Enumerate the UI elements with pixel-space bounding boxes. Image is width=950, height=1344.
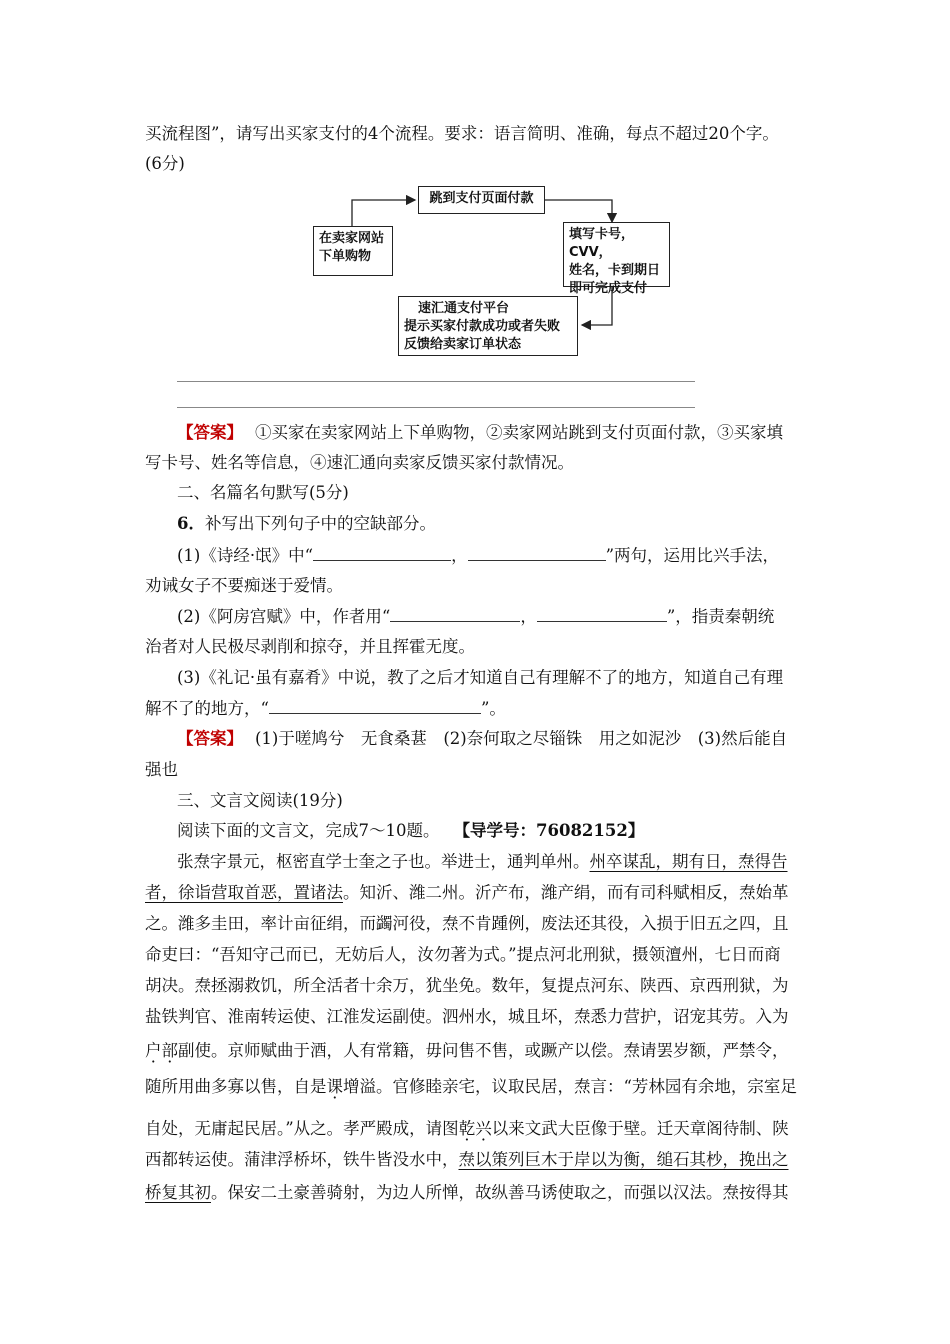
passage-p10-underlined: 焘以策列巨木于岸以为衡，缒石其杪，挽出之 [458,1150,789,1169]
passage-p1-underlined: 州卒谋乱，期有日，焘得告 [589,852,788,871]
passage-line-1 [177,850,788,874]
answer6-text1: (1)于嗟鸠兮 无食桑葚 (2)奈何取之尽锱铢 用之如泥沙 (3)然后能自 [255,729,788,748]
answer5-line2: 写卡号、姓名等信息，④速汇通向卖家反馈买家付款情况。 [145,453,574,472]
arrow-left-to-top [352,200,415,226]
flow-box-platform-line3: 反馈给卖家订单状态 [404,337,522,352]
q6-s3-prefix: 解不了的地方，“ [145,699,269,718]
passage-p9-text-a: 自处，无庸起民居。”从之。孝严殿成，请图 [145,1119,459,1138]
passage-dotted-char: 部 [161,1041,178,1060]
section3-heading: 三、文言文阅读(19分) [177,791,343,810]
passage-p8-text-b: 增溢。官修睦亲宅，议取民居，焘言：“芳林园有余地，宗室足 [343,1077,797,1096]
passage-line-5: 胡决。焘拯溺救饥，所全活者十余万，犹坐免。数年，复提点河东、陕西、京西刑狱，为 [145,976,789,995]
q6-s2-comma: ， [520,607,537,626]
q6-stem-text: 补写出下列句子中的空缺部分。 [204,514,436,533]
passage-p2-text: 。知沂、潍二州。沂产布，潍产绢，而有司科赋相反，焘始革 [343,883,789,902]
answer6-line2: 强也 [145,760,178,779]
q6-s1-prefix: (1)《诗经·氓》中“ [177,546,314,565]
flow-box-fill-card-line3: 即可完成支付 [569,281,648,296]
q6-s2-prefix: (2)《阿房宫赋》中，作者用“ [177,607,391,626]
answer-blank-line-1 [177,381,695,382]
passage-line-8 [145,1075,797,1099]
flow-box-fill-card-line1: 填写卡号，CVV， [569,227,635,260]
passage-p2-underlined: 者，徐诣营取首恶，置诸法 [145,883,343,902]
passage-p10-text: 西都转运使。蒲津浮桥坏，铁牛皆没水中， [145,1150,459,1169]
q6-sentence2-cont: 治者对人民极尽剥削和掠夺，并且挥霍无度。 [145,637,475,656]
q6-s3-blank [269,697,481,714]
passage-line-6: 盐铁判官、淮南转运使、江淮发运副使。泗州水，城且坏，焘悉力营护，诏宠其劳。入为 [145,1007,789,1026]
q6-number: 6． [177,514,205,533]
flow-box-place-order-line1: 在卖家网站 [319,231,385,246]
flow-box-platform-line1: 速汇通支付平台 [418,301,510,316]
flow-box-platform-notify [398,296,578,356]
q6-s3-suffix: ”。 [480,699,506,718]
q6-s2-blank-1 [390,605,520,622]
passage-p9-text-b: 以来文武大臣像于壁。迁天章阁待制、陕 [491,1119,789,1138]
q6-s2-suffix: ”，指责秦朝统 [666,607,775,626]
passage-line-10 [145,1148,789,1172]
q6-s1-suffix: ”两句，运用比兴手法， [605,546,779,565]
passage-dotted-char: 兴 [475,1119,492,1138]
flow-box-platform-line2: 提示买家付款成功或者失败 [404,319,561,334]
flow-box-redirect-payment [418,186,545,214]
answer-tag: 【答案】 [177,423,243,442]
section3-intro-text: 阅读下面的文言文，完成7～10题。 [177,821,440,840]
q6-sentence1 [177,544,779,568]
q6-stem [177,512,436,536]
answer-tag: 【答案】 [177,729,243,748]
passage-dotted-char: 乾 [458,1119,476,1138]
flow-box-place-order-line2: 下单购物 [319,249,372,264]
answer5-line1 [177,421,783,445]
guide-number: 【导学号：76082152】 [453,821,645,840]
q6-s1-comma: ， [451,546,468,565]
q6-sentence1-cont: 劝诫女子不要痴迷于爱情。 [145,576,343,595]
passage-line-2 [145,881,789,905]
q6-s1-blank-1 [313,544,451,561]
answer6-line1 [177,727,787,751]
passage-line-11 [145,1181,789,1205]
section3-intro [177,819,644,843]
flow-box-fill-card [563,222,670,296]
q5-text-line1: 买流程图”，请写出买家支付的4个流程。要求：语言简明、准确，每点不超过20个字。 [145,124,779,143]
passage-p7-text: 副使。京师赋曲于酒，人有常籍，毋问售不售，或蹶产以偿。焘请罢岁额，严禁令， [178,1041,789,1060]
passage-line-7 [145,1039,789,1063]
passage-p8-text-a: 随所用曲多寡以售，自是 [145,1077,327,1096]
q6-sentence3-cont [145,697,506,721]
passage-dotted-char: 课 [326,1077,343,1096]
section2-heading: 二、名篇名句默写(5分) [177,483,349,502]
passage-p1-text: 张焘字景元，枢密直学士奎之子也。举进士，通判单州。 [177,852,590,871]
arrow-top-to-right [545,200,612,222]
passage-line-3: 之。潍多圭田，率计亩征绢，而蠲河役，焘不肯踵例，废法还其役，入损于旧五之四，且 [145,914,789,933]
answer-blank-line-2 [177,407,695,408]
answer5-text1: ①买家在卖家网站上下单购物，②卖家网站跳到支付页面付款，③买家填 [255,423,783,442]
passage-p11-underlined: 桥复其初 [145,1183,211,1202]
q6-s2-blank-2 [537,605,667,622]
flow-box-place-order [313,226,393,276]
flow-box-redirect-label: 跳到支付页面付款 [429,191,534,206]
q5-points: (6分) [145,154,185,173]
q6-s1-blank-2 [468,544,606,561]
flow-box-fill-card-line2: 姓名，卡到期日 [569,263,661,278]
q6-sentence2 [177,605,774,629]
passage-line-4: 命吏曰：“吾知守己而已，无妨后人，汝勿著为式。”提点河北刑狱，摄领澶州，七日而商 [145,945,781,964]
q6-sentence3: (3)《礼记·虽有嘉肴》中说，教了之后才知道自己有理解不了的地方，知道自己有理 [177,668,784,687]
passage-line-9 [145,1117,789,1141]
passage-p11-text: 。保安二土豪善骑射，为边人所惮，故纵善马诱使取之，而强以汉法。焘按得其 [211,1183,789,1202]
passage-dotted-char: 户 [145,1041,162,1060]
